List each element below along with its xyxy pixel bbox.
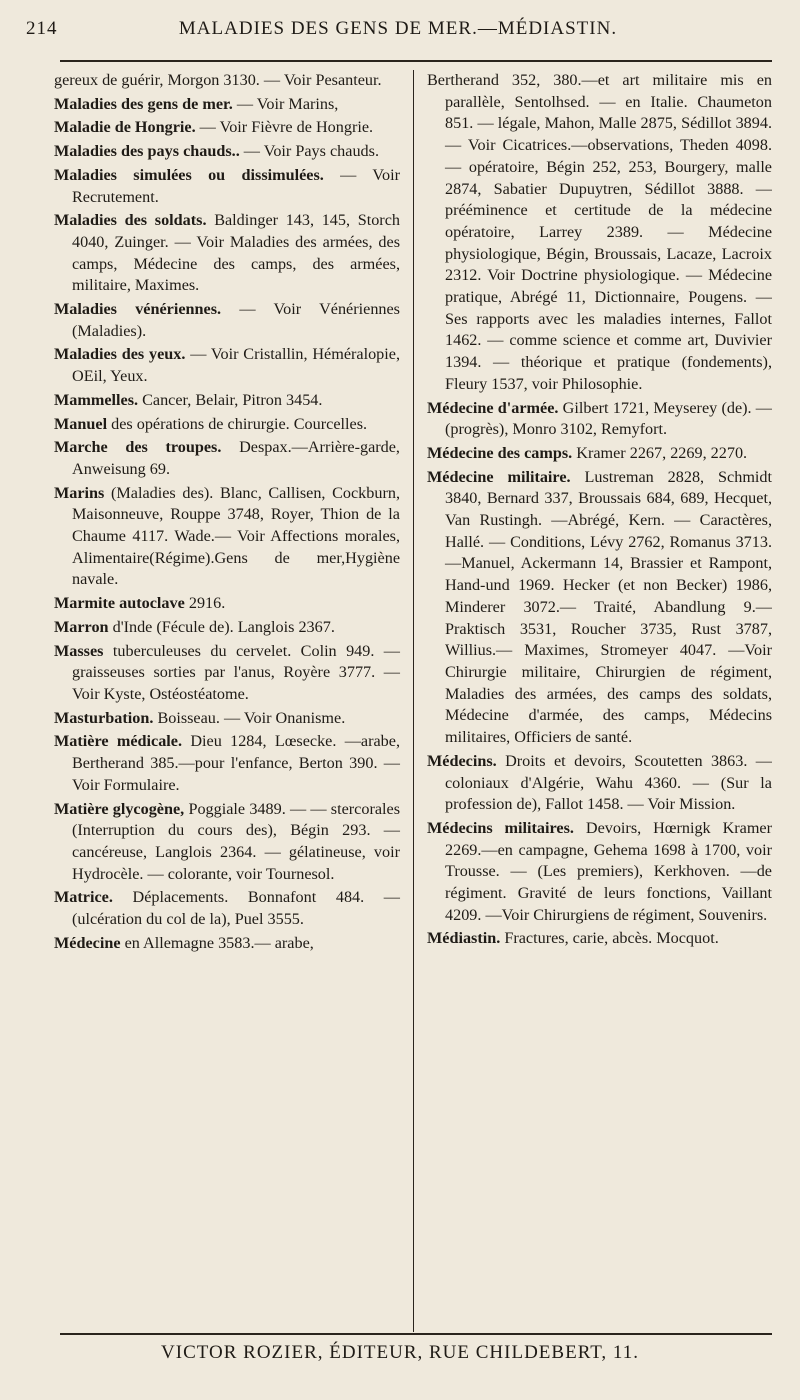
index-entry — [54, 731, 400, 796]
index-entry — [54, 593, 400, 615]
entry-text: Poggiale 3489. — — stercorales (Interruption du cours des), Bégin 293. — cancéreuse, Langlois 2364. — gélatineuse, voir Hydrocèle. — colorante, voir Tournesol. — [72, 799, 401, 883]
page-number: 214 — [26, 18, 58, 39]
index-entry — [54, 799, 400, 886]
entry-text: Bertherand 352, 380.—et art militaire mis en parallèle, Sentolhsed. — en Italie. Chaumeton 851. — légale, Mahon, Malle 2875, Sédillot 3894. — Voir Cicatrices.—observations, Theden 4098. — opératoire, Bégin 252, 253, Bourgery, malle 2874, Sabatier Dupuytren, Sédillot 3888. — prééminence et certitude de la médecine opératoire, Larrey 2389. — Médecine physiologique, Bégin, Broussais, Lacaze, Lacroix 2312. Voir Doctrine physiologique. — Médecine pratique, Abrégé 11, Dictionnaire, Pougens. — Ses rapports avec les maladies internes, Fallot 1462. — comme science et comme art, Duvivier 1394. — théorique et pratique (fondements), Fleury 1537, voir Philosophie. — [427, 71, 772, 393]
index-entry — [54, 437, 400, 480]
entry-headword: Médecine militaire. — [427, 467, 571, 486]
index-columns — [54, 70, 772, 1332]
entry-text: Fractures, carie, abcès. Mocquot. — [500, 929, 719, 948]
running-title: MALADIES DES GENS DE MER.—MÉDIASTIN. — [178, 18, 618, 39]
entry-text: Cancer, Belair, Pitron 3454. — [138, 390, 323, 409]
entry-headword: Marche des troupes. — [54, 438, 222, 457]
entry-text: — Voir Fièvre de Hongrie. — [195, 118, 374, 137]
entry-text: Droits et devoirs, Scoutetten 3863. — coloniaux d'Algérie, Wahu 4360. — (Sur la profession de), Fallot 1458. — Voir Mission. — [445, 751, 772, 814]
entry-headword: Médecins militaires. — [427, 818, 574, 837]
entry-text: Boisseau. — Voir Onanisme. — [153, 708, 346, 727]
entry-headword: Marins — [54, 483, 105, 502]
index-entry — [427, 443, 772, 465]
entry-headword: Maladies des gens de mer. — [54, 94, 233, 113]
entry-headword: Maladies vénériennes. — [54, 300, 222, 319]
entry-headword: Manuel — [54, 414, 108, 433]
index-entry — [54, 708, 400, 730]
entry-headword: Maladies des soldats. — [54, 211, 207, 230]
right-column — [413, 70, 772, 1332]
publisher-imprint: VICTOR ROZIER, ÉDITEUR, RUE CHILDEBERT, 11. — [161, 1342, 639, 1363]
entry-text: — Voir Marins, — [232, 94, 339, 113]
index-entry — [54, 414, 400, 436]
entry-text: Déplacements. Bonnafont 484. —(ulcération du col de la), Puel 3555. — [72, 888, 400, 929]
index-entry — [54, 344, 400, 387]
index-entry — [54, 887, 400, 930]
entry-headword: Médecine — [54, 933, 121, 952]
index-entry — [54, 141, 400, 163]
entry-text: Despax.—Arrière-garde, Anweisung 69. — [72, 438, 400, 478]
entry-headword: Maladies des yeux. — [54, 345, 186, 364]
index-entry — [54, 165, 400, 208]
index-entry — [427, 467, 772, 749]
index-entry — [54, 210, 400, 297]
entry-text: d'Inde (Fécule de). Langlois 2367. — [108, 617, 335, 636]
entry-headword: Maladies simulées ou dissimulées. — [54, 165, 324, 184]
entry-text: Gilbert 1721, Meyserey (de). — (progrès), Monro 3102, Remyfort. — [445, 398, 772, 439]
index-entry — [427, 70, 772, 396]
index-entry — [427, 928, 772, 950]
left-column — [54, 70, 413, 1332]
entry-text: (Maladies des). Blanc, Callisen, Cockburn, Maisonneuve, Rouppe 3748, Royer, Thion de la Chaume 4117. Wade.— Voir Affections morales, Alimentaire(Régime).Gens de mer,Hygiène navale. — [72, 483, 400, 589]
index-entry — [54, 94, 400, 116]
entry-text: — Voir Pays chauds. — [239, 142, 379, 161]
entry-headword: Médecins. — [427, 751, 497, 770]
entry-text: Devoirs, Hœrnigk Kramer 2269.—en campagne, Gehema 1698 à 1700, voir Trousse. — (Les premiers), Kerkhoven. —de régiment. Gravité de leurs fonctions, Vaillant 4209. —Voir Chirurgiens de régiment, Souvenirs. — [445, 818, 772, 924]
entry-text: 2916. — [184, 594, 226, 613]
index-entry — [427, 818, 772, 927]
index-entry — [54, 117, 400, 139]
index-entry — [54, 617, 400, 639]
entry-headword: Médiastin. — [427, 929, 501, 948]
entry-text: — Voir Vénériennes (Maladies). — [72, 300, 400, 340]
entry-headword: Maladies des pays chauds.. — [54, 142, 240, 161]
running-head — [26, 18, 770, 44]
entry-headword: Matière médicale. — [54, 732, 183, 751]
entry-headword: Matière glycogène, — [54, 799, 185, 818]
entry-headword: Masses — [54, 641, 104, 660]
entry-headword: Masturbation. — [54, 708, 154, 727]
entry-headword: Matrice. — [54, 888, 113, 907]
index-entry — [54, 933, 400, 955]
index-entry — [427, 751, 772, 816]
entry-text: gereux de guérir, Morgon 3130. — Voir Pesanteur. — [54, 71, 382, 89]
entry-text: Lustreman 2828, Schmidt 3840, Bernard 337, Broussais 684, 689, Hecquet, Van Rustingh. —Abrégé, Kern. — Caractères, Hallé. — Conditions, Lévy 2762, Romanus 3713.—Manuel, Ackermann 14, Brassier et Rampont, Hand-und 1969. Hecker (et non Becker) 1986, Minderer 3072.— Traité, Abandlung 9.— Praktisch 3531, Roucher 3735, Rust 3787, Willius.— Maximes, Stromeyer 4047. —Voir Chirurgie militaire, Chirurgien de régiment, Maladies des armées, des camps des soldats, Médecine d'armée, des camps, Médecins militaires, Officiers de santé. — [445, 467, 772, 747]
entry-headword: Maladie de Hongrie. — [54, 118, 196, 137]
index-entry — [54, 483, 400, 592]
entry-headword: Marron — [54, 617, 109, 636]
entry-text: — Voir Recrutement. — [72, 165, 400, 206]
entry-text: des opérations de chirurgie. Courcelles. — [107, 414, 368, 433]
entry-headword: Mammelles. — [54, 390, 139, 409]
index-entry — [54, 70, 400, 92]
index-entry — [54, 299, 400, 342]
entry-text: tuberculeuses du cervelet. Colin 949. — graisseuses sorties par l'anus, Royère 3777. — Voir Kyste, Ostéostéatome. — [72, 641, 400, 703]
entry-text: Baldinger 143, 145, Storch 4040, Zuinger. — Voir Maladies des armées, des camps, Médecine des camps, des armées, militaire, Maximes. — [72, 211, 400, 295]
entry-headword: Marmite autoclave — [54, 594, 185, 613]
entry-text: — Voir Cristallin, Héméralopie, OEil, Yeux. — [72, 345, 401, 386]
entry-text: en Allemagne 3583.— arabe, — [120, 933, 314, 952]
index-entry — [54, 641, 400, 706]
entry-headword: Médecine d'armée. — [427, 398, 559, 417]
index-entry — [427, 398, 772, 441]
footer-rule — [60, 1333, 772, 1335]
entry-text: Dieu 1284, Lœsecke. —arabe, Bertherand 385.—pour l'enfance, Berton 390. — Voir Formulaire. — [72, 732, 400, 794]
index-entry — [54, 390, 400, 412]
header-rule — [60, 60, 772, 62]
entry-headword: Médecine des camps. — [427, 443, 573, 462]
entry-text: Kramer 2267, 2269, 2270. — [572, 443, 748, 462]
